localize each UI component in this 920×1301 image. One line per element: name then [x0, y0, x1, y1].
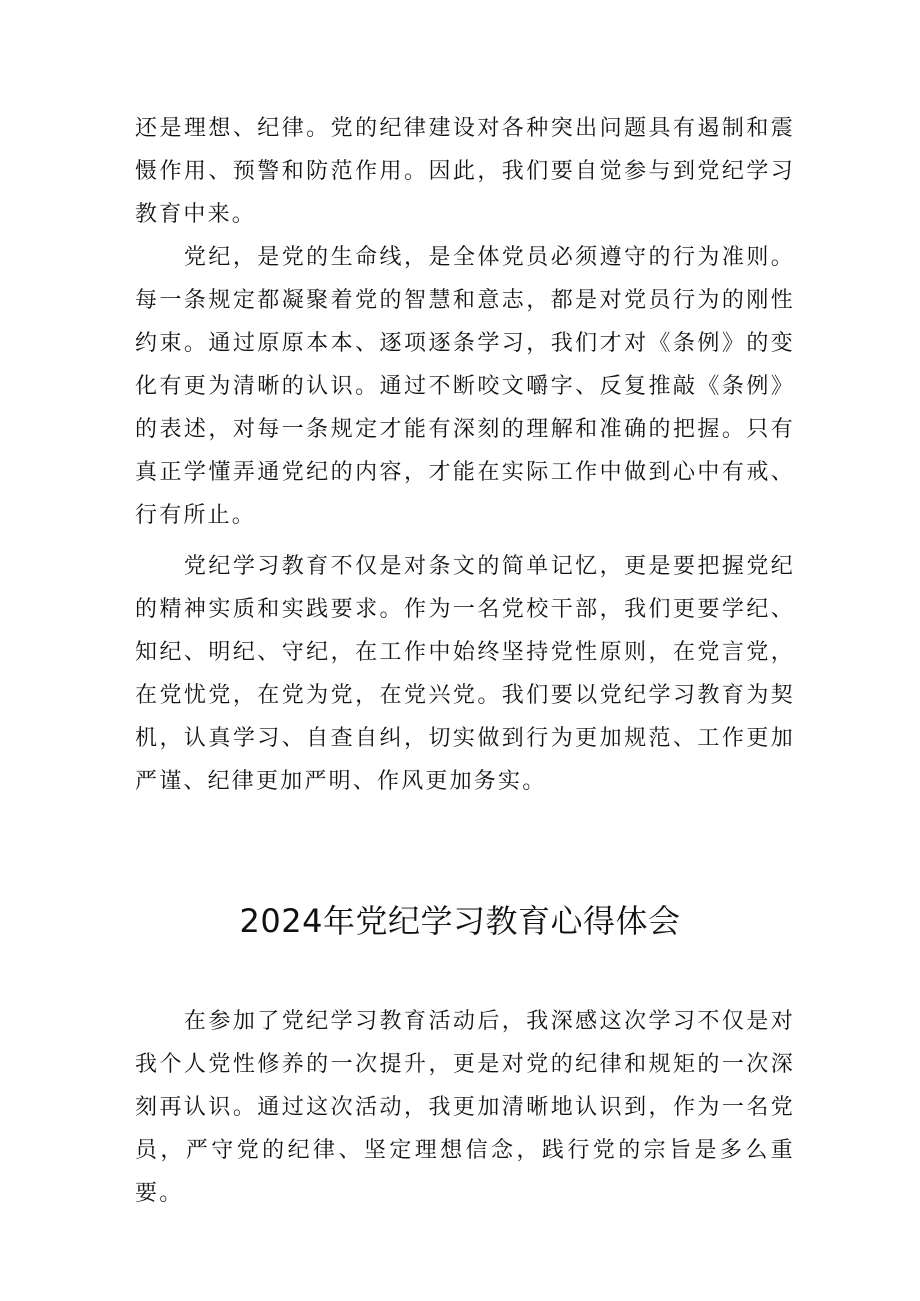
- section-heading: 2024年党纪学习教育心得体会: [239, 902, 681, 940]
- paragraph-party-discipline-lifeline: 党纪，是党的生命线，是全体党员必须遵守的行为准则。每一条规定都凝聚着党的智慧和意志，都是对党员行为的刚性约束。通过原原本本、逐项逐条学习，我们才对《条例》的变化有更为清晰的认识。通过不断咬文嚼字、反复推敲《条例》的表述，对每一条规定才能有深刻的理解和准确的把握。只有真正学懂弄通党纪的内容，才能在实际工作中做到心中有戒、行有所止。: [135, 245, 795, 528]
- paragraph-experience: 在参加了党纪学习教育活动后，我深感这次学习不仅是对我个人党性修养的一次提升，更是对党的纪律和规矩的一次深刻再认识。通过这次活动，我更加清晰地认识到，作为一名党员，严守党的纪律、坚定理想信念，践行党的宗旨是多么重要。: [135, 1009, 795, 1206]
- paragraph-continuation: 还是理想、纪律。党的纪律建设对各种突出问题具有遏制和震慑作用、预警和防范作用。因此，我们要自觉参与到党纪学习教育中来。: [135, 116, 795, 227]
- paragraph-study-education: 党纪学习教育不仅是对条文的简单记忆，更是要把握党纪的精神实质和实践要求。作为一名党校干部，我们更要学纪、知纪、明纪、守纪，在工作中始终坚持党性原则，在党言党，在党忧党，在党为党，在党兴党。我们要以党纪学习教育为契机，认真学习、自查自纠，切实做到行为更加规范、工作更加严谨、纪律更加严明、作风更加务实。: [135, 554, 795, 794]
